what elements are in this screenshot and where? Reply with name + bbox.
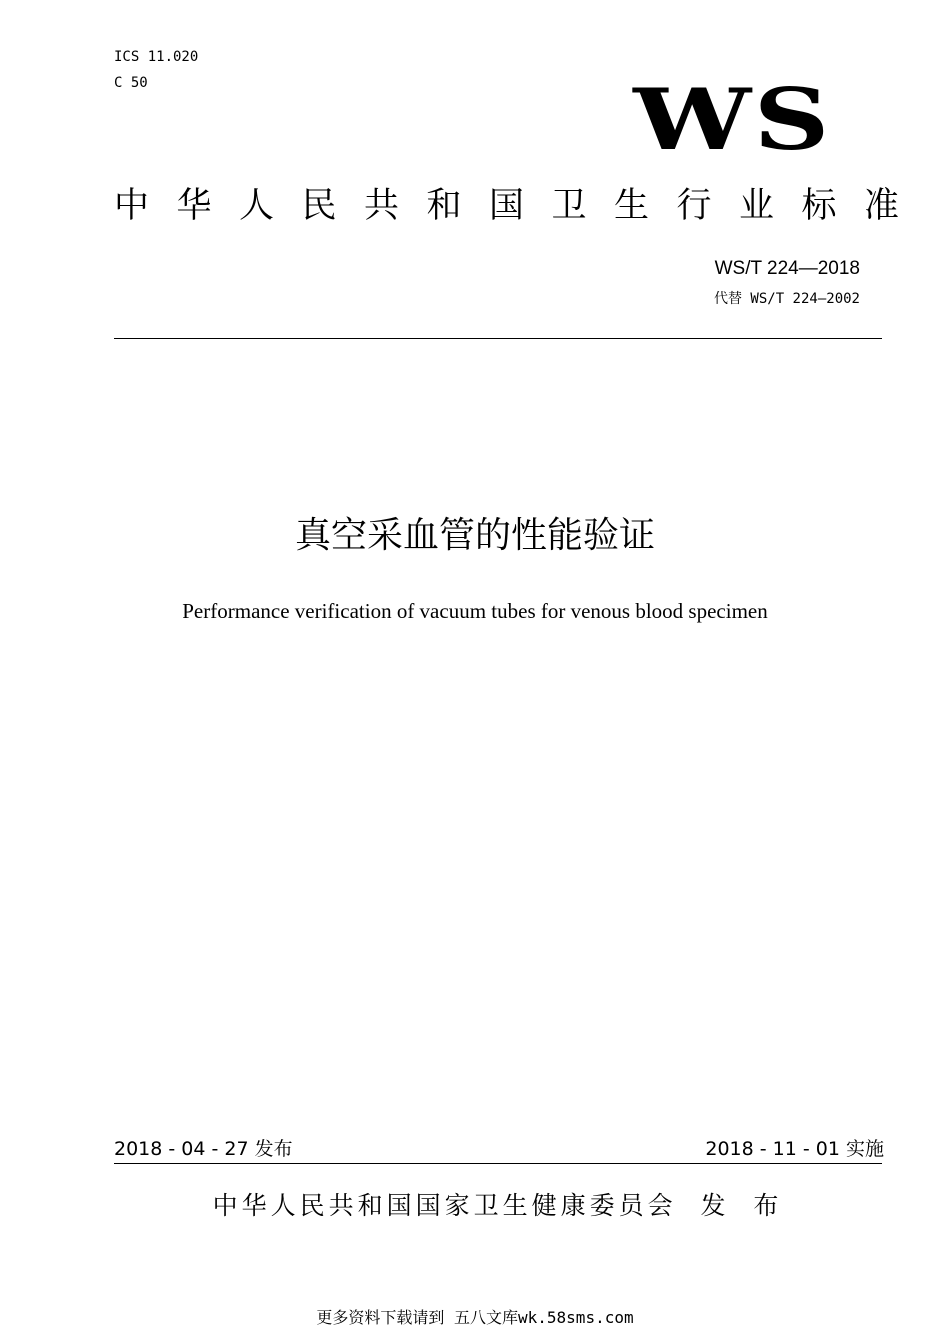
footer-note: 更多资料下载请到 五八文库wk.58sms.com	[316, 1308, 634, 1327]
replaces-note: 代替 WS/T 224—2002	[713, 291, 860, 307]
standard-category-title: 中华人民共和国卫生行业标准	[114, 186, 927, 226]
ics-code: ICS 11.020	[114, 49, 199, 65]
english-title: Performance verification of vacuum tubes for venous blood specimen	[182, 599, 768, 623]
bottom-divider	[114, 1163, 882, 1164]
implementation-date: 2018 - 11 - 01 实施	[705, 1138, 884, 1160]
ccs-code: C 50	[114, 75, 148, 91]
standard-number: WS/T 224—2018	[714, 258, 860, 279]
ws-logo: WS	[633, 70, 832, 169]
publisher: 中华人民共和国国家卫生健康委员会 发 布	[212, 1191, 783, 1220]
issue-date: 2018 - 04 - 27 发布	[114, 1138, 293, 1160]
chinese-title: 真空采血管的性能验证	[294, 515, 655, 556]
top-divider	[114, 338, 882, 339]
